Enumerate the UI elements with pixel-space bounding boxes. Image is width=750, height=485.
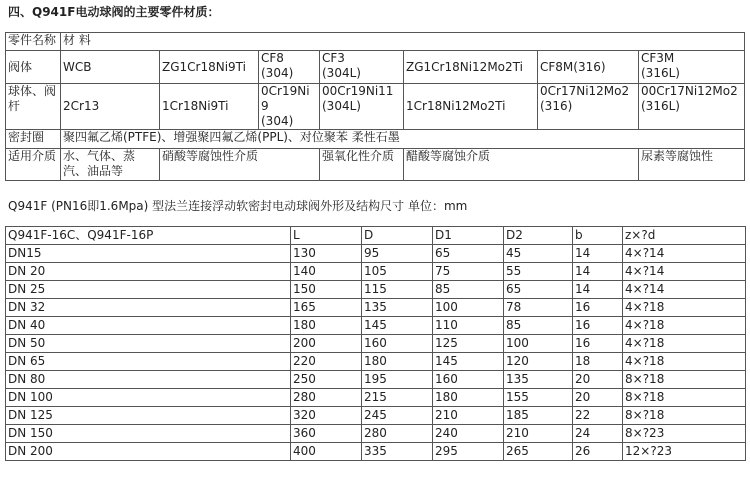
table-row bbox=[6, 245, 746, 263]
row-label: 阀体 bbox=[6, 51, 61, 84]
dims-cell: 140 bbox=[291, 263, 362, 281]
size-cell: DN 200 bbox=[6, 443, 291, 461]
size-cell: DN 25 bbox=[6, 281, 291, 299]
dims-cell: 65 bbox=[504, 281, 573, 299]
dims-cell: 55 bbox=[504, 263, 573, 281]
dimensions-table bbox=[5, 226, 746, 461]
dims-cell: 125 bbox=[433, 335, 504, 353]
dims-cell: 20 bbox=[573, 371, 623, 389]
material-cell: WCB bbox=[61, 51, 160, 84]
dims-cell: 20 bbox=[573, 389, 623, 407]
dims-cell: 45 bbox=[504, 245, 573, 263]
dims-cell: 4×?18 bbox=[623, 353, 746, 371]
header-cell-material: 材 料 bbox=[61, 33, 745, 51]
material-cell: 聚四氟乙烯(PTFE)、增强聚四氟乙烯(PPL)、对位聚苯 柔性石墨 bbox=[61, 130, 745, 149]
dims-cell: 195 bbox=[362, 371, 433, 389]
dims-cell: 22 bbox=[573, 407, 623, 425]
table-row bbox=[6, 317, 746, 335]
material-cell: 00Cr19Ni11 (304L) bbox=[320, 84, 404, 130]
row-label: 密封圈 bbox=[6, 130, 61, 149]
dims-cell: 210 bbox=[504, 425, 573, 443]
dims-cell: 4×?18 bbox=[623, 335, 746, 353]
materials-row-media bbox=[6, 149, 745, 181]
dims-header-cell: Q941F-16C、Q941F-16P bbox=[6, 227, 291, 245]
table-row bbox=[6, 335, 746, 353]
dims-cell: 4×?14 bbox=[623, 245, 746, 263]
dims-cell: 26 bbox=[573, 443, 623, 461]
dims-cell: 18 bbox=[573, 353, 623, 371]
material-cell: 0Cr19Ni9 (304) bbox=[259, 84, 320, 130]
dims-header-cell: D2 bbox=[504, 227, 573, 245]
dims-cell: 4×?18 bbox=[623, 317, 746, 335]
dims-cell: 8×?18 bbox=[623, 389, 746, 407]
material-cell: ZG1Cr18Ni12Mo2Ti bbox=[404, 51, 538, 84]
dims-cell: 75 bbox=[433, 263, 504, 281]
dims-header-row bbox=[6, 227, 746, 245]
dims-cell: 160 bbox=[362, 335, 433, 353]
dims-cell: 145 bbox=[362, 317, 433, 335]
table-row bbox=[6, 263, 746, 281]
dims-cell: 8×?18 bbox=[623, 407, 746, 425]
material-cell: 0Cr17Ni12Mo2 (316) bbox=[538, 84, 639, 130]
dims-cell: 100 bbox=[433, 299, 504, 317]
dims-cell: 400 bbox=[291, 443, 362, 461]
dims-cell: 280 bbox=[291, 389, 362, 407]
dims-cell: 185 bbox=[504, 407, 573, 425]
media-cell: 醋酸等腐蚀介质 bbox=[404, 149, 639, 181]
materials-table bbox=[5, 32, 745, 181]
dims-cell: 135 bbox=[504, 371, 573, 389]
material-cell: 1Cr18Ni9Ti bbox=[160, 84, 259, 130]
dims-cell: 320 bbox=[291, 407, 362, 425]
dims-cell: 14 bbox=[573, 281, 623, 299]
dims-cell: 16 bbox=[573, 317, 623, 335]
table-row bbox=[6, 443, 746, 461]
dims-cell: 12×?23 bbox=[623, 443, 746, 461]
dims-header-cell: D bbox=[362, 227, 433, 245]
dims-cell: 215 bbox=[362, 389, 433, 407]
dims-cell: 135 bbox=[362, 299, 433, 317]
table-row bbox=[6, 353, 746, 371]
dims-cell: 4×?14 bbox=[623, 263, 746, 281]
size-cell: DN 50 bbox=[6, 335, 291, 353]
dims-cell: 16 bbox=[573, 299, 623, 317]
dims-cell: 8×?23 bbox=[623, 425, 746, 443]
material-cell: 1Cr18Ni12Mo2Ti bbox=[404, 84, 538, 130]
dims-cell: 24 bbox=[573, 425, 623, 443]
table-row bbox=[6, 371, 746, 389]
dims-cell: 180 bbox=[291, 317, 362, 335]
size-cell: DN 40 bbox=[6, 317, 291, 335]
dims-cell: 130 bbox=[291, 245, 362, 263]
materials-row-seal bbox=[6, 130, 745, 149]
dims-cell: 245 bbox=[362, 407, 433, 425]
dimensions-title: Q941F (PN16即1.6Mpa) 型法兰连接浮动软密封电动球阀外形及结构尺寸 单位：mm bbox=[8, 199, 468, 213]
size-cell: DN 80 bbox=[6, 371, 291, 389]
dims-cell: 78 bbox=[504, 299, 573, 317]
size-cell: DN 20 bbox=[6, 263, 291, 281]
material-cell: ZG1Cr18Ni9Ti bbox=[160, 51, 259, 84]
dims-cell: 210 bbox=[433, 407, 504, 425]
size-cell: DN 65 bbox=[6, 353, 291, 371]
dims-cell: 85 bbox=[433, 281, 504, 299]
table-row bbox=[6, 281, 746, 299]
dims-cell: 115 bbox=[362, 281, 433, 299]
table-row bbox=[6, 389, 746, 407]
row-label: 适用介质 bbox=[6, 149, 61, 181]
size-cell: DN 125 bbox=[6, 407, 291, 425]
dims-cell: 14 bbox=[573, 263, 623, 281]
dims-cell: 4×?18 bbox=[623, 299, 746, 317]
material-cell: CF8M(316) bbox=[538, 51, 639, 84]
material-cell: CF8 (304) bbox=[259, 51, 320, 84]
dims-cell: 220 bbox=[291, 353, 362, 371]
media-cell: 强氧化性介质 bbox=[320, 149, 404, 181]
dims-cell: 100 bbox=[504, 335, 573, 353]
size-cell: DN 100 bbox=[6, 389, 291, 407]
material-cell: CF3M (316L) bbox=[639, 51, 745, 84]
materials-row-ball bbox=[6, 84, 745, 130]
dims-cell: 165 bbox=[291, 299, 362, 317]
dims-cell: 150 bbox=[291, 281, 362, 299]
dims-cell: 250 bbox=[291, 371, 362, 389]
dims-cell: 360 bbox=[291, 425, 362, 443]
dims-cell: 85 bbox=[504, 317, 573, 335]
media-cell: 尿素等腐蚀性 bbox=[639, 149, 745, 181]
dims-header-cell: D1 bbox=[433, 227, 504, 245]
table-row bbox=[6, 299, 746, 317]
material-cell: 00Cr17Ni12Mo2 (316L) bbox=[639, 84, 745, 130]
materials-row-body bbox=[6, 51, 745, 84]
dims-cell: 295 bbox=[433, 443, 504, 461]
dims-cell: 110 bbox=[433, 317, 504, 335]
dims-cell: 16 bbox=[573, 335, 623, 353]
table-row bbox=[6, 425, 746, 443]
dims-cell: 200 bbox=[291, 335, 362, 353]
material-cell: CF3 (304L) bbox=[320, 51, 404, 84]
dims-cell: 160 bbox=[433, 371, 504, 389]
dims-cell: 280 bbox=[362, 425, 433, 443]
dims-cell: 65 bbox=[433, 245, 504, 263]
dims-cell: 155 bbox=[504, 389, 573, 407]
dims-cell: 180 bbox=[433, 389, 504, 407]
dims-cell: 4×?14 bbox=[623, 281, 746, 299]
dims-cell: 265 bbox=[504, 443, 573, 461]
dims-cell: 105 bbox=[362, 263, 433, 281]
dims-cell: 335 bbox=[362, 443, 433, 461]
media-cell: 水、气体、蒸汽、油品等 bbox=[61, 149, 160, 181]
size-cell: DN 32 bbox=[6, 299, 291, 317]
materials-header-row bbox=[6, 33, 745, 51]
material-cell: 2Cr13 bbox=[61, 84, 160, 130]
dims-header-cell: L bbox=[291, 227, 362, 245]
dims-header-cell: z×?d bbox=[623, 227, 746, 245]
dims-cell: 8×?18 bbox=[623, 371, 746, 389]
dims-cell: 14 bbox=[573, 245, 623, 263]
size-cell: DN 150 bbox=[6, 425, 291, 443]
dims-cell: 180 bbox=[362, 353, 433, 371]
size-cell: DN15 bbox=[6, 245, 291, 263]
page-heading: 四、Q941F电动球阀的主要零件材质： bbox=[8, 5, 220, 19]
header-cell-part: 零件名称 bbox=[6, 33, 61, 51]
dims-cell: 120 bbox=[504, 353, 573, 371]
dims-cell: 240 bbox=[433, 425, 504, 443]
table-row bbox=[6, 407, 746, 425]
media-cell: 硝酸等腐蚀性介质 bbox=[160, 149, 320, 181]
dims-cell: 95 bbox=[362, 245, 433, 263]
dims-header-cell: b bbox=[573, 227, 623, 245]
dims-cell: 145 bbox=[433, 353, 504, 371]
row-label: 球体、阀杆 bbox=[6, 84, 61, 130]
